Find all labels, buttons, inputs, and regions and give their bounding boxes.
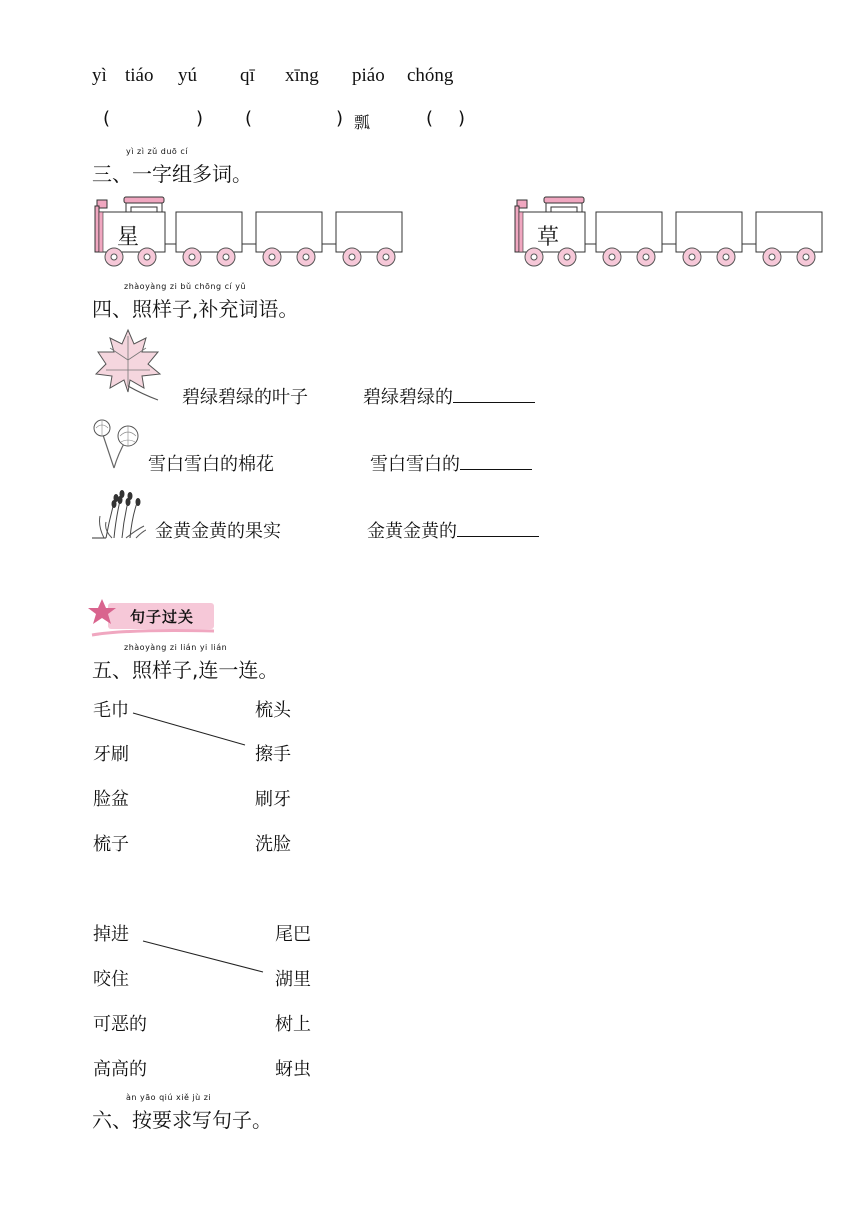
prompt-text: 金黄金黄的 (367, 521, 457, 542)
example-text: 碧绿碧绿的叶子 (182, 387, 308, 408)
list-item[interactable]: 蚜虫 (275, 1059, 311, 1080)
prompt-text: 雪白雪白的 (370, 454, 460, 475)
piao-char: 瓢 (354, 113, 371, 132)
pinyin-piao: piáo (352, 65, 385, 86)
list-item[interactable]: 刷牙 (255, 789, 291, 810)
list-item[interactable]: 牙刷 (93, 744, 129, 765)
list-item[interactable]: 高高的 (93, 1059, 147, 1080)
list-item[interactable]: 可恶的 (93, 1014, 147, 1035)
list-item[interactable]: 咬住 (93, 969, 129, 990)
section5-title: 五、照样子,连一连。 (92, 658, 279, 682)
paren-open-1: ( (103, 108, 111, 129)
paren-open-3: ( (426, 108, 434, 129)
list-item[interactable]: 梳头 (255, 700, 291, 721)
example-text: 雪白雪白的棉花 (148, 454, 274, 475)
pinyin-qi: qī (240, 65, 255, 86)
example-line-2 (143, 941, 263, 972)
section6-title: 六、按要求写句子。 (92, 1108, 272, 1132)
paren-close-2: ) (336, 108, 344, 129)
list-item[interactable]: 洗脸 (255, 834, 291, 855)
list-item[interactable]: 湖里 (275, 969, 311, 990)
paren-open-2: ( (245, 108, 253, 129)
example-text: 金黄金黄的果实 (155, 521, 281, 542)
section4-ruby: zhàoyàng zi bǔ chōng cí yǔ (124, 282, 247, 291)
paren-close-1: ) (196, 108, 204, 129)
pinyin-chong: chóng (407, 65, 454, 86)
prompt-text: 碧绿碧绿的 (363, 387, 453, 408)
train2-char: 草 (537, 224, 560, 249)
list-item[interactable]: 掉进 (93, 924, 129, 945)
section4-title: 四、照样子,补充词语。 (92, 297, 299, 321)
pinyin-xing: xīng (285, 65, 319, 86)
section6-heading (92, 1093, 272, 1133)
list-item[interactable]: 擦手 (255, 744, 291, 765)
list-item[interactable]: 脸盆 (93, 789, 129, 810)
list-item[interactable]: 尾巴 (275, 924, 311, 945)
paren-close-3: ) (458, 108, 466, 129)
pinyin-yu: yú (178, 65, 197, 86)
banner-label: 句子过关 (130, 608, 195, 626)
train1-char: 星 (117, 224, 140, 249)
list-item[interactable]: 梳子 (93, 834, 129, 855)
section3-title: 三、一字组多词。 (92, 162, 252, 186)
list-item[interactable]: 树上 (275, 1014, 311, 1035)
list-item[interactable]: 毛巾 (93, 700, 129, 721)
pinyin-tiao: tiáo (125, 65, 154, 86)
section6-ruby: àn yāo qiú xiě jù zi (126, 1093, 212, 1102)
pinyin-yi: yì (92, 65, 107, 86)
section3-ruby: yì zì zǔ duō cí (126, 147, 188, 156)
example-line-1 (133, 713, 245, 745)
section5-ruby: zhàoyàng zi lián yi lián (124, 643, 228, 652)
